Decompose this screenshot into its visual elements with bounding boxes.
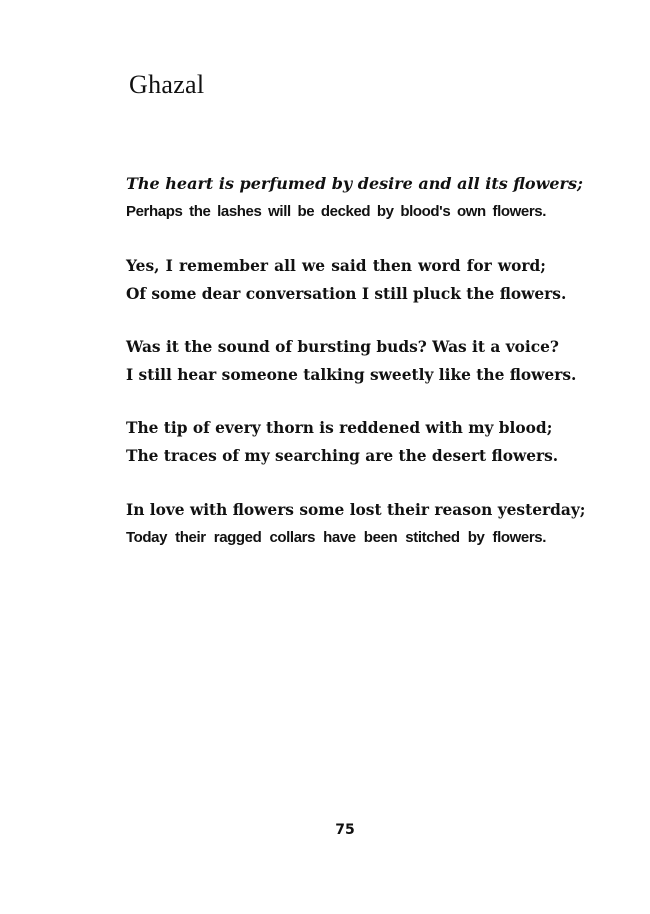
poem-line: Was it the sound of bursting buds? Was it a voice? xyxy=(126,338,559,356)
poem-line: In love with flowers some lost their reason yesterday; xyxy=(126,501,586,519)
poem-line: Perhaps the lashes will be decked by blood's own flowers. xyxy=(126,203,546,220)
stanza-4 xyxy=(126,414,559,470)
poem-line: I still hear someone talking sweetly like the flowers. xyxy=(126,366,577,384)
stanza-1 xyxy=(126,170,583,226)
poem-line: Yes, I remember all we said then word for word; xyxy=(126,257,546,275)
page-number: 75 xyxy=(335,822,355,838)
poem-line: The tip of every thorn is reddened with my blood; xyxy=(126,419,553,437)
poem-line: Today their ragged collars have been stitched by flowers. xyxy=(126,529,546,546)
poem-line: The heart is perfumed by desire and all its flowers; xyxy=(126,174,583,193)
stanza-5 xyxy=(126,496,586,552)
poem-title: Ghazal xyxy=(129,70,205,99)
poem-line: The traces of my searching are the desert flowers. xyxy=(126,447,559,465)
stanza-2 xyxy=(126,252,567,308)
stanza-3 xyxy=(126,333,577,389)
poem-line: Of some dear conversation I still pluck the flowers. xyxy=(126,285,567,303)
